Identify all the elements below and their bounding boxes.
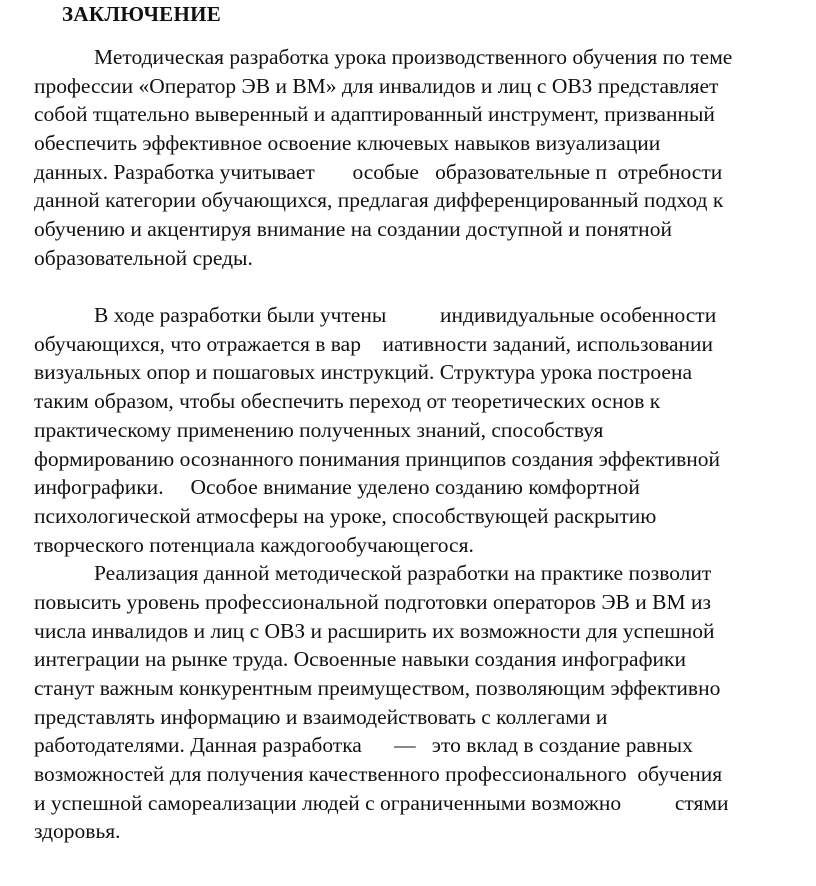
paragraph-3-line-10: здоровья. [34, 819, 121, 843]
paragraph-1-line-7: обучению и акцентируя внимание на создании доступной и понятной [34, 217, 672, 241]
paragraph-2-line-4: таким образом, чтобы обеспечить переход от теоретических основ к [34, 389, 661, 413]
paragraph-3-line-5: станут важным конкурентным преимуществом, позволяющим эффективно [34, 676, 721, 700]
paragraph-3-line-2: повысить уровень профессиональной подготовки операторов ЭВ и ВМ из [34, 590, 711, 614]
paragraph-2-line-2: обучающихся, что отражается в вар иативности заданий, использовании [34, 332, 714, 356]
paragraph-1-line-8: образовательной среды. [34, 246, 253, 270]
paragraph-3-line-3: числа инвалидов и лиц с ОВЗ и расширить их возможности для успешной [34, 619, 715, 643]
paragraph-3-line-7: работодателями. Данная разработка — это вклад в создание равных [34, 733, 693, 757]
paragraph-1-line-3: собой тщательно выверенный и адаптированный инструмент, призванный [34, 102, 715, 126]
paragraph-3-line-1: Реализация данной методической разработки на практике позволит [94, 561, 712, 585]
paragraph-1-line-5: данных. Разработка учитывает особые образовательные п отребности [34, 160, 723, 184]
paragraph-2-line-3: визуальных опор и пошаговых инструкций. Структура урока построена [34, 360, 693, 384]
section-heading: ЗАКЛЮЧЕНИЕ [62, 2, 222, 26]
paragraph-2-line-6: формированию осознанного понимания принципов создания эффективной [34, 447, 720, 471]
paragraph-1-line-1: Методическая разработка урока производственного обучения по теме [94, 45, 733, 69]
paragraph-2-line-7: инфографики. Особое внимание уделено созданию комфортной [34, 475, 640, 499]
paragraph-3-line-9: и успешной самореализации людей с ограниченными возможно стями [34, 791, 729, 815]
paragraph-1-line-2: профессии «Оператор ЭВ и ВМ» для инвалидов и лиц с ОВЗ представляет [34, 74, 719, 98]
paragraph-2-line-1: В ходе разработки были учтены индивидуальные особенности [94, 303, 717, 327]
paragraph-3-line-4: интеграции на рынке труда. Освоенные навыки создания инфографики [34, 647, 686, 671]
paragraph-1-line-6: данной категории обучающихся, предлагая дифференцированный подход к [34, 188, 724, 212]
paragraph-1-line-4: обеспечить эффективное освоение ключевых навыков визуализации [34, 131, 661, 155]
paragraph-3-line-6: представлять информацию и взаимодействовать с коллегами и [34, 705, 608, 729]
paragraph-2-line-9: творческого потенциала каждогообучающегося. [34, 533, 474, 557]
paragraph-3-line-8: возможностей для получения качественного профессионального обучения [34, 762, 723, 786]
paragraph-2-line-8: психологической атмосферы на уроке, способствующей раскрытию [34, 504, 657, 528]
paragraph-2-line-5: практическому применению полученных знаний, способствуя [34, 418, 604, 442]
